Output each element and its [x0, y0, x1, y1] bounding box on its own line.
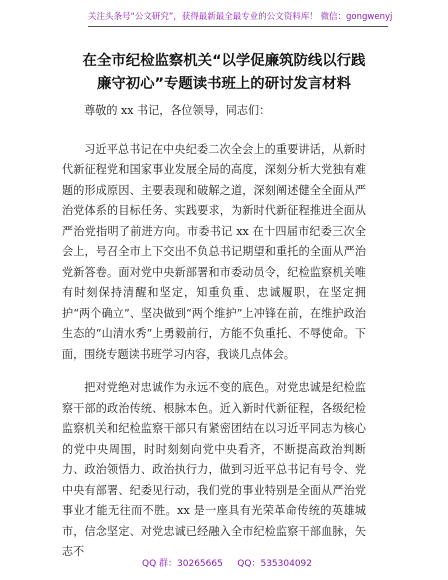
title-line-2: 廉守初心”专题读书班上的研讨发言材料 — [96, 76, 352, 92]
qq-text: QQ：535304092 — [237, 559, 312, 569]
body-paragraph-2: 把对党绝对忠诚作为永远不变的底色。对党忠诚是纪检监察干部的政治传统、根脉本色。近入新时代新征程，各级纪检监察机关和纪检监察干部只有紧密团结在以习近平同志为核心的党中央周围，时时刻刻向党中央看齐，不断提高政治判断力、政治领悟力、政治执行力，做到习近平总书记有号令、党中央有部署、纪委见行动，我们党的事业特别是全面从严治党事业才能无往而不胜。xx 是一座具有光荣革命传统的英雄城市，信念坚定、对党忠诚已经融入全市纪检监察干部血脉，矢志不 — [62, 381, 366, 558]
salutation: 尊敬的 xx 书记，各位领导，同志们： — [84, 104, 271, 117]
qq-group-text: QQ 群：30265665 — [142, 559, 223, 569]
document-title — [52, 50, 396, 96]
header-banner: 关注头条号“公文研究”，获得最新最全最专业的公文资料库！ 微信：gongwenyj — [88, 10, 388, 27]
body-paragraph-1: 习近平总书记在中央纪委二次全会上的重要讲话，从新时代新征程党和国家事业发展全局的高度，深刻分析大党独有难题的形成原因、主要表现和破解之道，深刻阐述健全全面从严治党体系的目标任务、实践要求，为新时代新征程推进全面从严治党指明了前进方向。市委书记 xx 在十四届市纪委三次全会上，号召全市上下交出不负总书记期望和重托的全面从严治党新答卷。面对党中央新部署和市委动员令，纪检监察机关唯有时刻保持清醒和坚定，知重负重、忠诚履职，在坚定拥护“两个确立”、坚决做到“两个维护”上冲锋在前，在维护政治生态的“山清水秀”上勇毅前行，方能不负重托、不辱使命。下面，围绕专题读书班学习内容，我谈几点体会。 — [62, 142, 366, 361]
footer-banner — [142, 556, 312, 569]
document-body — [62, 101, 366, 563]
title-line-1: 在全市纪检监察机关“以学促廉筑防线以行践 — [82, 53, 366, 69]
